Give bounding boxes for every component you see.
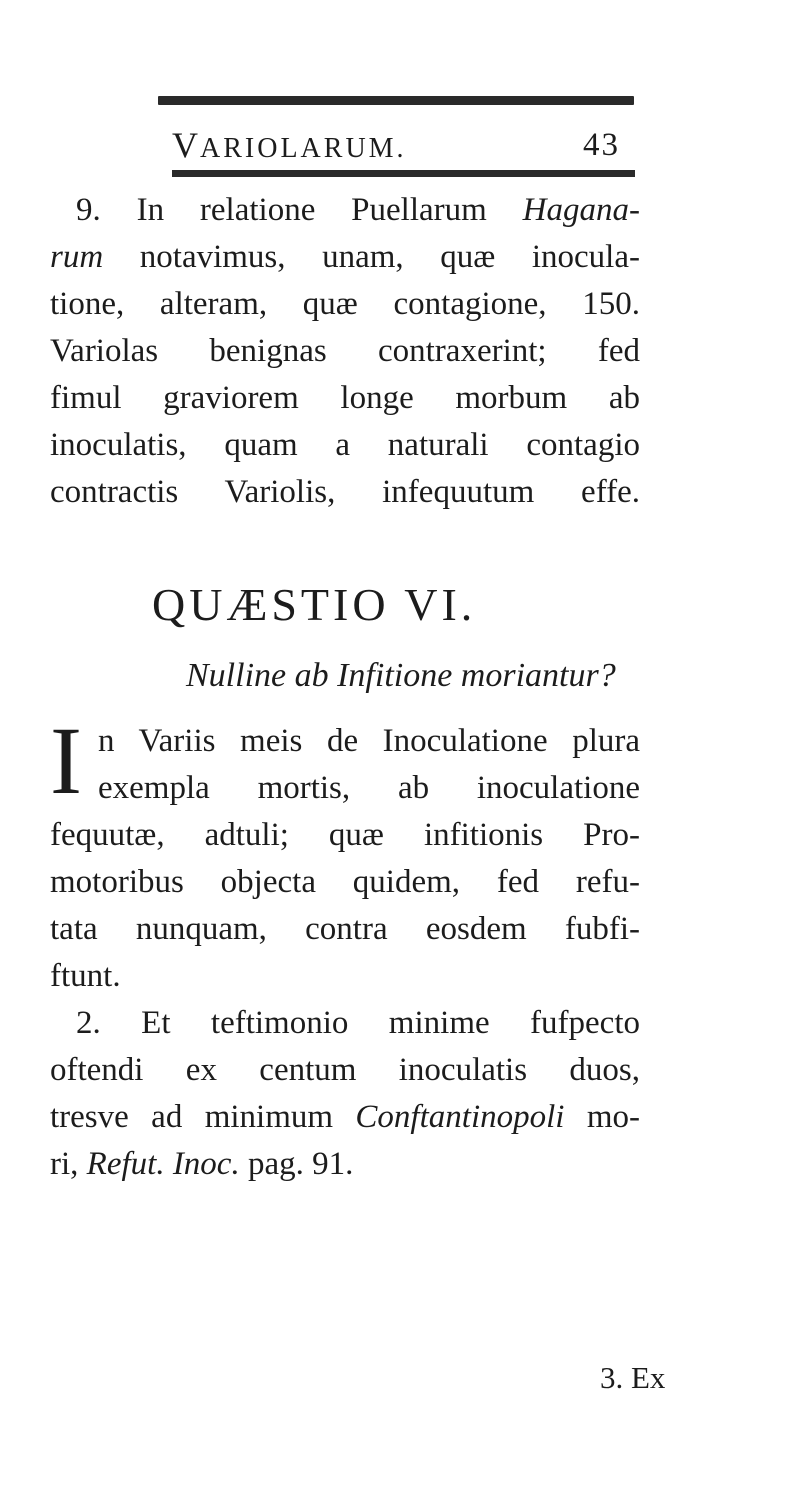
header-bottom-rule (172, 170, 635, 177)
text-line (50, 234, 640, 281)
text-line (50, 1000, 640, 1047)
text-span: tresve ad minimum (50, 1099, 356, 1135)
text-line (50, 281, 640, 328)
text-span: tata nunquam, contra eosdem fubfi- (50, 911, 640, 947)
text-span: notavimus, unam, quæ inocula- (103, 239, 640, 275)
question-subtitle: Nulline ab Infitione moriantur? (186, 657, 616, 694)
italic-span: rum (50, 239, 104, 275)
italic-span: Hagana- (522, 192, 640, 228)
text-span: mo- (564, 1099, 640, 1135)
text-line (50, 187, 640, 234)
text-line (50, 1141, 640, 1188)
text-span: tione, alteram, quæ contagione, 150. (50, 286, 640, 322)
text-line (50, 328, 640, 375)
text-span: exempla mortis, ab inoculatione (98, 770, 640, 806)
page-number: 43 (583, 127, 620, 163)
text-line (50, 1094, 640, 1141)
text-span: motoribus objecta quidem, fed refu- (50, 864, 640, 900)
text-span: inoculatis, quam a naturali contagio (50, 427, 640, 463)
text-line (50, 718, 640, 765)
header-top-rule (158, 96, 634, 105)
text-span: contractis Variolis, infequutum effe. (50, 474, 640, 510)
text-span: fequutæ, adtuli; quæ infitionis Pro- (50, 817, 640, 853)
text-span: Variolas benignas contraxerint; fed (50, 333, 640, 369)
text-line (50, 765, 640, 812)
text-span: oftendi ex centum inoculatis duos, (50, 1052, 640, 1088)
text-span: n Variis meis de Inoculatione plura (98, 723, 640, 759)
text-line (50, 859, 640, 906)
question-title: QUÆSTIO VI. (152, 579, 477, 630)
text-span: pag. 91. (239, 1146, 354, 1182)
text-span: ftunt. (50, 958, 121, 994)
italic-span: Conftantinopoli (355, 1099, 565, 1135)
text-line (50, 375, 640, 422)
text-line (50, 1047, 640, 1094)
text-line (50, 953, 640, 1000)
drop-cap: I (50, 707, 82, 814)
running-head (172, 127, 407, 163)
running-head-initial: V (172, 125, 200, 165)
text-line (50, 812, 640, 859)
paragraph-2 (50, 1000, 640, 1188)
catchword: 3. Ex (600, 1360, 666, 1395)
paragraph-9 (50, 187, 640, 516)
paragraph-1 (50, 718, 640, 1000)
italic-span: Refut. Inoc. (86, 1146, 240, 1182)
running-head-rest: ARIOLARUM. (200, 133, 407, 164)
text-line (50, 906, 640, 953)
text-line (50, 469, 640, 516)
text-span: 9. In relatione Puellarum (76, 192, 523, 228)
text-span: 2. Et teftimonio minime fufpecto (76, 1005, 640, 1041)
text-line (50, 422, 640, 469)
text-span: ri, (50, 1146, 87, 1182)
text-span: fimul graviorem longe morbum ab (50, 380, 640, 416)
